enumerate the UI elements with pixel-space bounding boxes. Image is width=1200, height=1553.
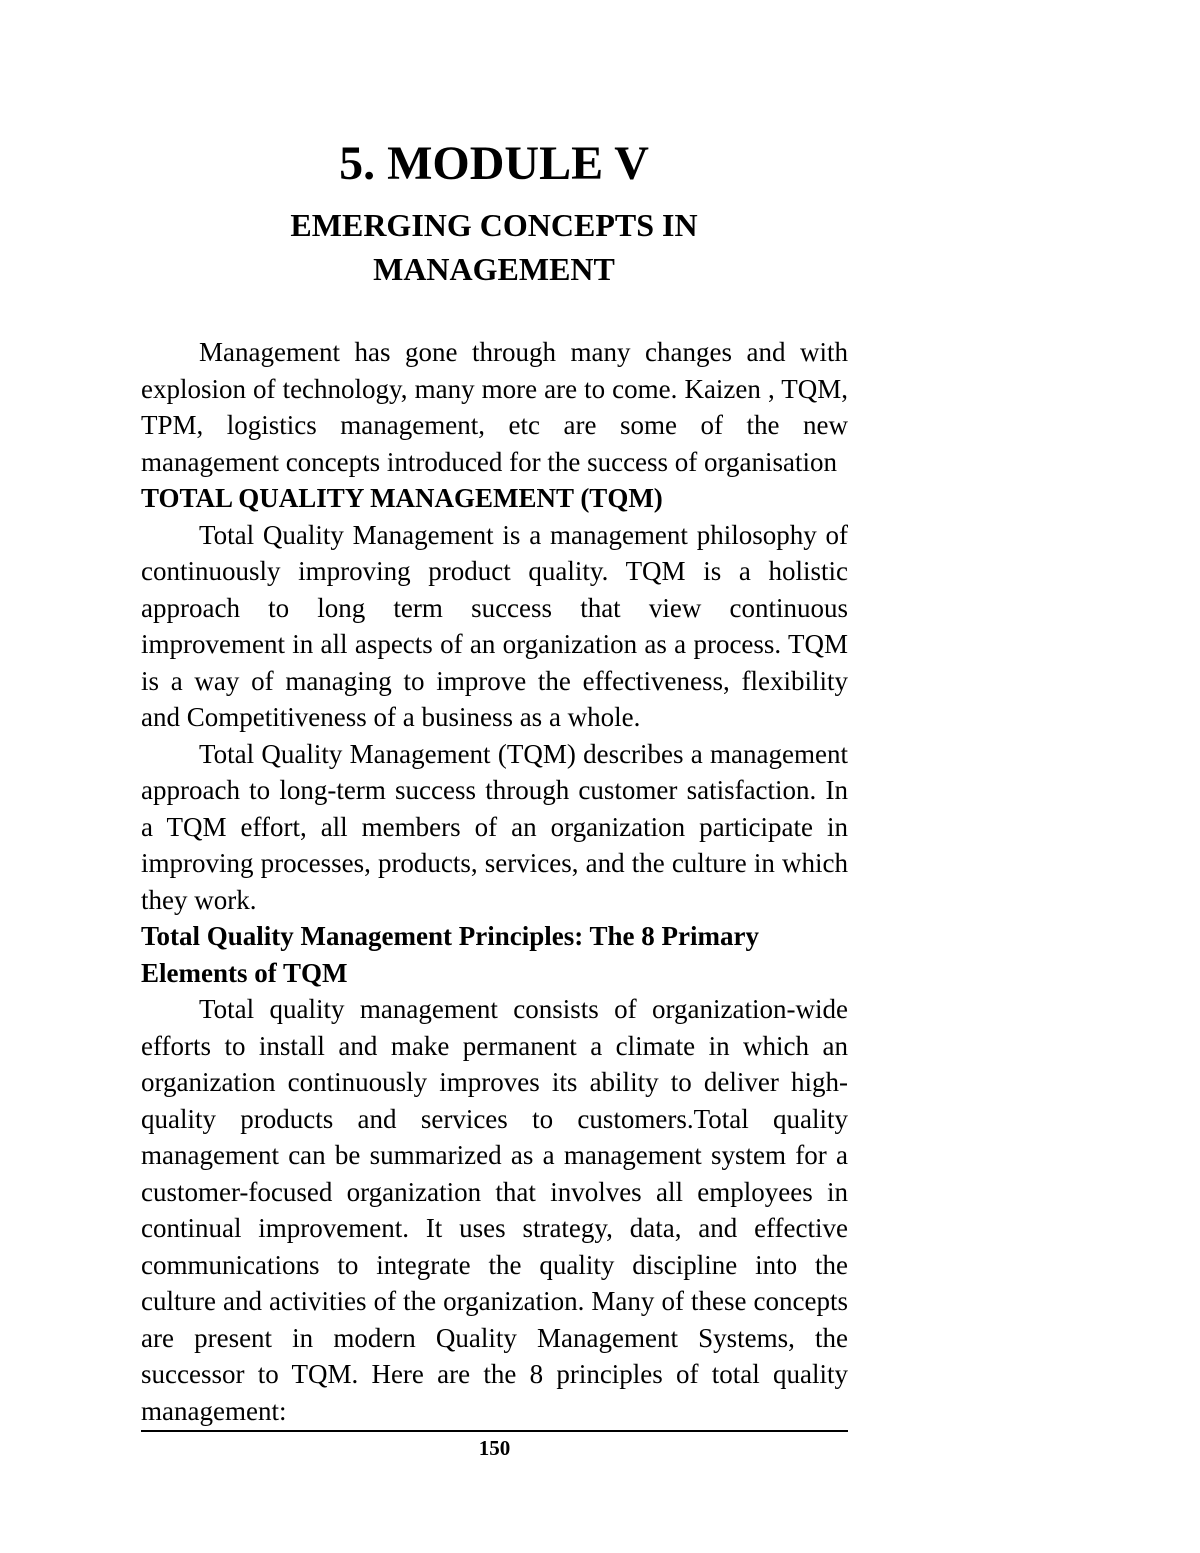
module-subtitle-line-2: MANAGEMENT: [373, 251, 615, 287]
page-number: 150: [478, 1436, 511, 1460]
tqm-approach-paragraph: Total Quality Management (TQM) describes a management approach to long-term success through customer satisfaction. In a TQM effort, all members of an organization participate in improving processes, products, services, and the culture in which they work.: [141, 738, 848, 915]
module-title: 5. MODULE V: [339, 137, 649, 190]
body-text: [141, 334, 848, 1429]
module-subtitle: [140, 203, 848, 291]
module-subtitle-line-1: EMERGING CONCEPTS IN: [290, 207, 698, 243]
tqm-definition-paragraph: Total Quality Management is a management philosophy of continuously improving product quality. TQM is a holistic approach to long term success that view continuous improvement in all aspects of an organization as a process. TQM is a way of managing to improve the effectiveness, flexibility and Competitiveness of a business as a whole.: [141, 519, 848, 732]
section-heading-tqm: TOTAL QUALITY MANAGEMENT (TQM): [141, 483, 663, 513]
intro-paragraph: Management has gone through many changes and with explosion of technology, many more are to come. Kaizen , TQM, TPM, logistics management, etc are some of the new management concepts introduced for the success of organisation: [141, 337, 848, 477]
section-heading-principles: Total Quality Management Principles: The 8 Primary Elements of TQM: [141, 921, 759, 988]
footer-divider: [141, 1430, 848, 1432]
principles-paragraph: Total quality management consists of organization-wide efforts to install and make permanent a climate in which an organization continuously improves its ability to deliver high-quality products and services to customers.Total quality management can be summarized as a management system for a customer-focused organization that involves all employees in continual improvement. It uses strategy, data, and effective communications to integrate the quality discipline into the culture and activities of the organization. Many of these concepts are present in modern Quality Management Systems, the successor to TQM. Here are the 8 principles of total quality management:: [141, 994, 848, 1426]
